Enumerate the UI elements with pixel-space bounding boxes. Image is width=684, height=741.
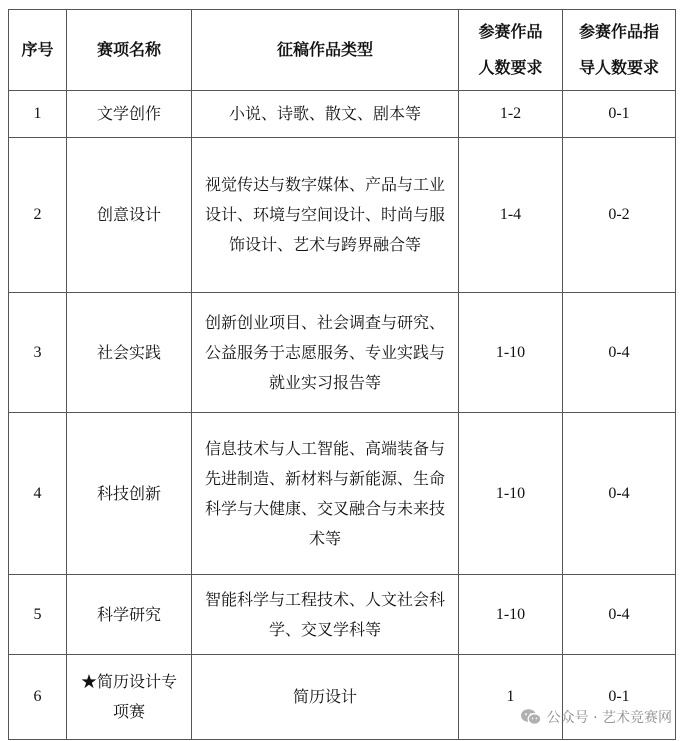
- row-types: 视觉传达与数字媒体、产品与工业设计、环境与空间设计、时尚与服饰设计、艺术与跨界融合等: [192, 138, 459, 293]
- row-participants: 1-10: [459, 575, 563, 655]
- wechat-icon: [520, 708, 542, 726]
- competition-table: [8, 9, 676, 740]
- row-types: 小说、诗歌、散文、剧本等: [192, 91, 459, 138]
- row-advisors: 0-4: [563, 575, 676, 655]
- table-row: [9, 293, 676, 413]
- row-name: 社会实践: [67, 293, 192, 413]
- row-advisors: 0-1: [563, 91, 676, 138]
- row-advisors: 0-2: [563, 138, 676, 293]
- row-participants: 1-10: [459, 293, 563, 413]
- table-row: [9, 413, 676, 575]
- row-no: 5: [9, 575, 67, 655]
- row-name: 创意设计: [67, 138, 192, 293]
- row-participants: 1: [459, 655, 563, 740]
- row-types: 创新创业项目、社会调查与研究、公益服务于志愿服务、专业实践与就业实习报告等: [192, 293, 459, 413]
- header-name: 赛项名称: [67, 10, 192, 91]
- row-no: 2: [9, 138, 67, 293]
- table-row: [9, 91, 676, 138]
- row-name: 科学研究: [67, 575, 192, 655]
- table-row: [9, 575, 676, 655]
- row-no: 3: [9, 293, 67, 413]
- row-no: 4: [9, 413, 67, 575]
- header-participants: 参赛作品人数要求: [459, 10, 563, 91]
- header-no: 序号: [9, 10, 67, 91]
- row-name: 文学创作: [67, 91, 192, 138]
- row-types: 智能科学与工程技术、人文社会科学、交叉学科等: [192, 575, 459, 655]
- table-row: [9, 138, 676, 293]
- row-participants: 1-10: [459, 413, 563, 575]
- header-advisors: 参赛作品指导人数要求: [563, 10, 676, 91]
- row-participants: 1-4: [459, 138, 563, 293]
- row-advisors: 0-1: [563, 655, 676, 740]
- row-types: 简历设计: [192, 655, 459, 740]
- row-types: 信息技术与人工智能、高端装备与先进制造、新材料与新能源、生命科学与大健康、交叉融合与未来技术等: [192, 413, 459, 575]
- header-row: [9, 10, 676, 91]
- row-advisors: 0-4: [563, 293, 676, 413]
- row-advisors: 0-4: [563, 413, 676, 575]
- row-no: 6: [9, 655, 67, 740]
- header-types: 征稿作品类型: [192, 10, 459, 91]
- watermark-text: 公众号 · 艺术竞赛网: [546, 710, 672, 726]
- row-name: 科技创新: [67, 413, 192, 575]
- row-name: ★简历设计专项赛: [67, 655, 192, 740]
- watermark: [520, 707, 672, 727]
- row-participants: 1-2: [459, 91, 563, 138]
- row-no: 1: [9, 91, 67, 138]
